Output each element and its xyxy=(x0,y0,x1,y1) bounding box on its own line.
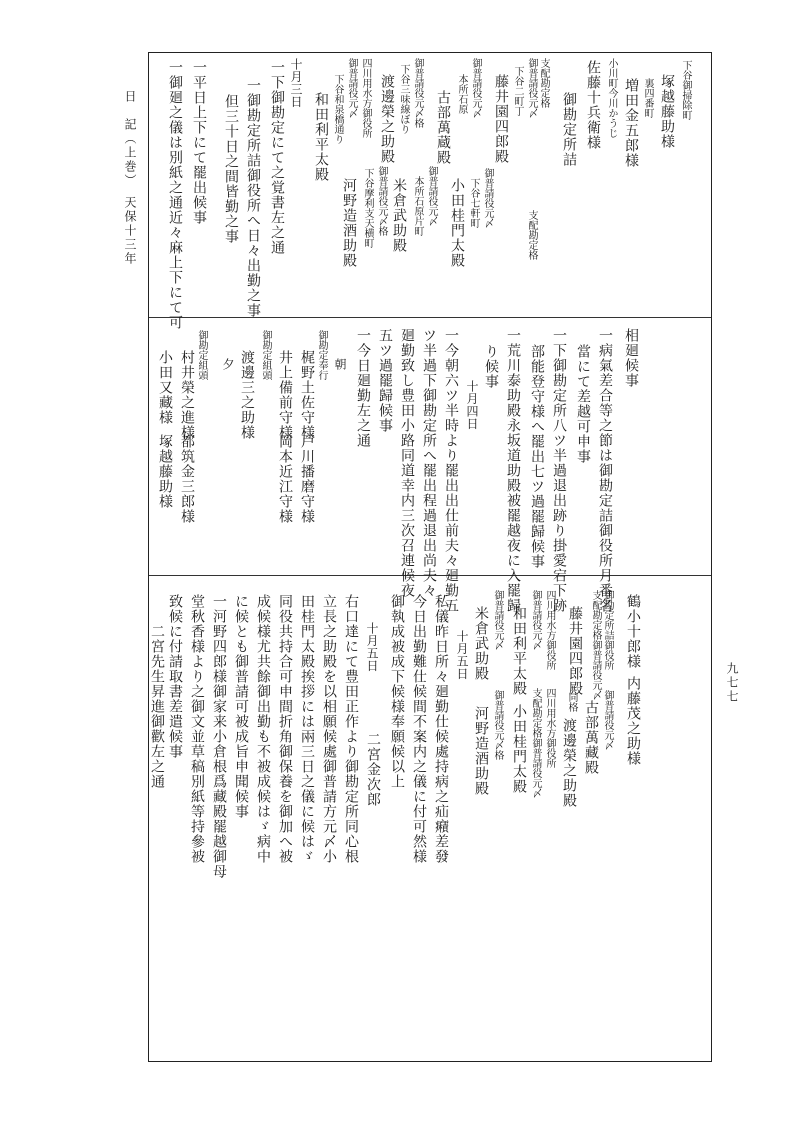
text-column: 四川用水方御役所 xyxy=(360,58,371,138)
text-column: 下谷和泉橋通り xyxy=(332,74,343,144)
text-column: 小田桂門太殿 xyxy=(511,704,527,794)
text-column: 和田利平太殿 xyxy=(511,606,527,696)
date-heading: 十月五日 xyxy=(365,622,379,672)
text-column: 田桂門太殿挨拶には兩三日之儀に候はゞ xyxy=(299,594,315,864)
text-column: 本所石原片町 xyxy=(412,176,423,236)
signature: 二宮金次郎 xyxy=(365,732,381,807)
text-column: 二宮先生昇進御歡左之通 xyxy=(149,624,165,789)
text-column: 小川町今川かうじ xyxy=(606,58,617,138)
text-column: 御普請役元〆 xyxy=(602,690,613,750)
text-column: 致候に付請取書差遣候事 xyxy=(167,594,183,759)
text-column: 和田利平太殿 xyxy=(313,92,329,182)
text-column: 藤井園四郎殿 xyxy=(493,74,509,164)
text-column: 河野造酒助殿 xyxy=(341,178,357,268)
text-column: 御普請役元〆 xyxy=(346,58,357,118)
text-column: 部能登守様へ罷出七ツ過罷歸候事 xyxy=(529,344,545,569)
text-column: 御普請役元〆 xyxy=(426,166,437,226)
text-column: 御普請役元〆 xyxy=(470,58,481,118)
text-column: 一病氣差合等之節は御勘定詰御役所月番名 xyxy=(597,328,613,613)
text-column: ツ半過下御勘定所へ罷出程過退出尚夫々 xyxy=(421,328,437,598)
text-column: 小田桂門太殿 xyxy=(449,178,465,268)
text-column: 私儀昨日所々廻勤仕候處持病之疝癪差發 xyxy=(433,594,449,864)
text-column: 本所石原 xyxy=(456,74,467,114)
text-column: 一平日上下にて罷出候事 xyxy=(191,60,207,225)
text-column: 御普請役元〆格 xyxy=(492,690,503,760)
text-column: 廻勤致し豊田小路同道幸内三次召連候夜 xyxy=(399,328,415,598)
text-column: 但三十日之間皆勤之事 xyxy=(223,94,239,244)
text-column: 一河野四郎様御家来小倉根爲藏殿罷越御母 xyxy=(211,594,227,879)
text-column: 内藤茂之助様 xyxy=(625,676,641,766)
text-column: 下谷二町丁 xyxy=(512,66,523,116)
text-column: 御普請役元〆 xyxy=(526,58,537,118)
text-column: 一今朝六ツ半時より罷出出仕前夫々廻勤五 xyxy=(443,328,459,613)
text-column: 支配勘定格御普請役元〆 xyxy=(530,688,541,798)
text-column: 小田又藏様 xyxy=(157,350,173,425)
text-column: 一荒川泰助殿永坂道助殿被罷越夜に入罷歸 xyxy=(505,328,521,613)
text-column: 鶴小十郎様 xyxy=(625,594,641,669)
text-column: 御勘定奉行 xyxy=(316,330,327,380)
text-column: 當にて差越可申事 xyxy=(575,344,591,464)
text-column: 増田金五郎様 xyxy=(623,78,639,168)
text-column: 一下御勘定にて之覚書左之通 xyxy=(269,60,285,255)
text-column: 支配勘定格 xyxy=(538,58,549,108)
text-column: 渡邊榮之助殿 xyxy=(561,718,577,808)
text-column: 御執成被成下候様奉願候以上 xyxy=(389,594,405,789)
text-column: 御普請役元〆 xyxy=(492,590,503,650)
text-column: 都筑金三郎様 xyxy=(179,434,195,524)
text-column: 支配勘定格 xyxy=(526,210,537,260)
running-head-left: 日 記（上巻） 天保十三年 xyxy=(123,90,137,266)
text-column: 四川用水方御役所 xyxy=(544,590,555,670)
text-column: 渡邊三之助様 xyxy=(239,350,255,440)
text-column: 藤井園四郎殿 xyxy=(567,606,583,696)
text-column: 古部萬蔵殿 xyxy=(435,90,451,165)
text-column: 同格 xyxy=(566,692,577,712)
text-column: り候事 xyxy=(483,344,499,389)
text-column: 同役共持合可申間折角御保養を御加へ被 xyxy=(277,594,293,864)
text-column: 相廻候事 xyxy=(623,328,639,388)
text-column: 裏四番町 xyxy=(642,78,653,118)
text-column: 米倉武助殿 xyxy=(473,606,489,681)
text-column: 御勘定組頭 xyxy=(260,330,271,380)
text-column: 今日出勤難仕候間不案内之儀に付可然様 xyxy=(411,594,427,864)
text-column: 下谷三味線ぼり xyxy=(398,64,409,134)
text-column: 河野造酒助殿 xyxy=(473,706,489,796)
text-column: 支配勘定格御普請役元〆 xyxy=(590,590,601,700)
text-column: に候とも御普請可被成旨申聞候事 xyxy=(233,594,249,819)
text-column: 御勘定組頭 xyxy=(196,330,207,380)
page-number: 九七七 xyxy=(725,662,739,704)
text-column: 岡本近江守様 xyxy=(277,434,293,524)
text-column: 梶野土佐守様 xyxy=(299,350,315,440)
text-column: 戸川播磨守様 xyxy=(299,434,315,524)
text-column: 右口達にて豊田正作より御勘定所同心根 xyxy=(343,594,359,864)
text-column: 一御廻之儀は別紙之通近々麻上下にて可 xyxy=(167,60,183,330)
text-column: 渡邊榮之助殿 xyxy=(379,74,395,164)
text-column: 佐藤十兵衛様 xyxy=(585,60,601,150)
text-column: 一御勘定所詰御役所へ日々出勤之事 xyxy=(245,78,261,318)
text-column: 夕 xyxy=(221,358,235,371)
text-column: 立長之助殿を以相願候處御普請方元〆小 xyxy=(321,594,337,864)
text-column: 下谷七軒町 xyxy=(468,178,479,228)
text-column: 御普請役元〆 xyxy=(530,590,541,650)
text-column: 五ツ過罷歸候事 xyxy=(377,328,393,433)
text-column: 下谷摩利支天横町 xyxy=(362,168,373,248)
text-column: 一今日廻勤左之通 xyxy=(355,328,371,448)
text-column: 四川用水方御役所 xyxy=(544,688,555,768)
date-heading: 十月五日 xyxy=(455,630,469,680)
text-column: 御勘定所詰 xyxy=(561,92,577,167)
text-column: 堂秋香様より之御文並草稿別紙等持參被 xyxy=(189,594,205,864)
text-column: 下谷御掃除町 xyxy=(680,60,691,120)
text-column: 御普請役元〆格 xyxy=(376,166,387,236)
text-column: 村井榮之進様 xyxy=(179,350,195,440)
date-heading: 十月四日 xyxy=(465,380,479,430)
text-column: 御勘定所詰御役所 xyxy=(602,590,613,670)
text-column: 井上備前守様 xyxy=(277,350,293,440)
text-column: 御普請役元〆格 xyxy=(412,58,423,128)
text-column: 朝 xyxy=(333,358,347,371)
text-column: 塚越藤助様 xyxy=(659,74,675,149)
text-column: 米倉武助殿 xyxy=(391,178,407,253)
text-column: 御普請役元〆 xyxy=(482,168,493,228)
text-column: 古部萬藏殿 xyxy=(583,700,599,775)
text-column: 成候様尤共餘御出勤も不被成候はゞ病中 xyxy=(255,594,271,864)
text-column: 塚越藤助様 xyxy=(157,434,173,509)
text-column: 一下御勘定所八ツ半過退出跡り掛愛宕下跡 xyxy=(551,328,567,613)
date-heading: 十月三日 xyxy=(289,58,303,108)
